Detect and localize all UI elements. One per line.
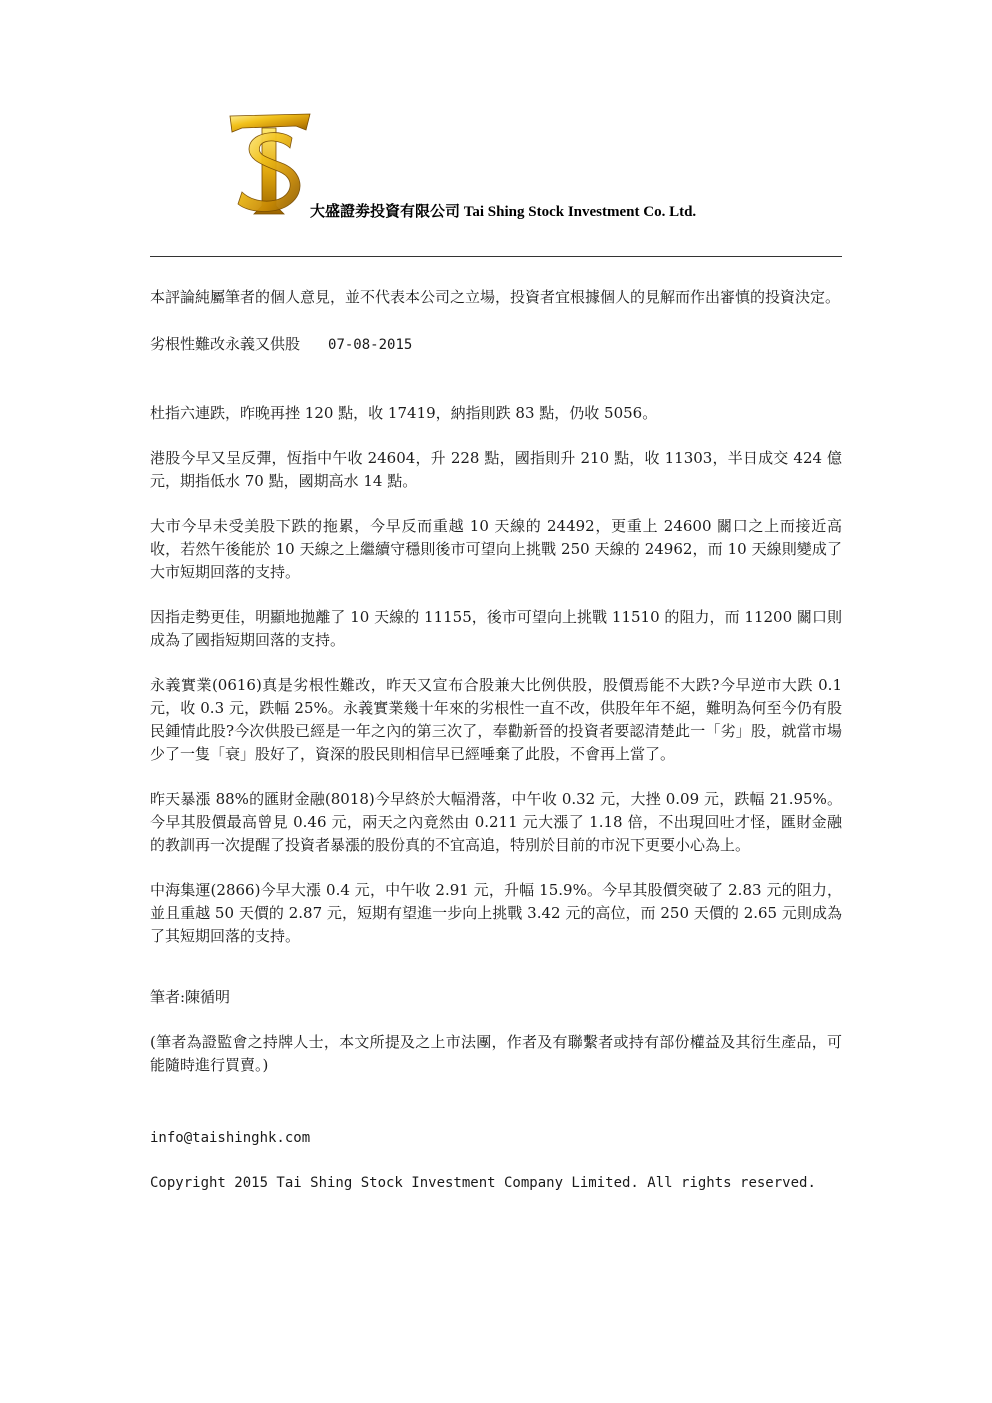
paragraph: 昨天暴漲 88%的匯財金融(8018)今早終於大幅滑落，中午收 0.32 元，大挫 0.09 元，跌幅 21.95%。今早其股價最高曾見 0.46 元，兩天之內竟然由 0.211 元大漲了 1.18 倍，不出現回吐才怪，匯財金融的教訓再一次提醒了投資者暴漲的股份真的不宜高追，特別於目前的市況下更要小心為上。 [150, 790, 842, 854]
paragraph: 中海集運(2866)今早大漲 0.4 元，中午收 2.91 元，升幅 15.9%。今早其股價突破了 2.83 元的阻力，並且重越 50 天價的 2.87 元，短期有望進一步向上挑戰 3.42 元的高位，而 250 天價的 2.65 元則成為了其短期回落的支持。 [150, 881, 842, 945]
company-name: 大盛證劵投資有限公司 Tai Shing Stock Investment Co. Ltd. [310, 204, 697, 220]
paragraph: 永義實業(0616)真是劣根性難改，昨天又宣布合股兼大比例供股，股價焉能不大跌?今早逆市大跌 0.1 元，收 0.3 元，跌幅 25%。永義實業幾十年來的劣根性一直不改，供股年年不絕，難明為何至今仍有股民鍾情此股?今次供股已經是一年之內的第三次了，奉勸新晉的投資者要認清楚此一「劣」股，就當市場少了一隻「衰」股好了，資深的股民則相信早已經唾棄了此股，不會再上當了。 [150, 676, 842, 763]
paragraph: 杜指六連跌，昨晚再挫 120 點，收 17419，納指則跌 83 點，仍收 5056。 [150, 404, 658, 422]
article-body [150, 284, 842, 1217]
paragraph: 大市今早未受美股下跌的拖累，今早反而重越 10 天線的 24492，更重上 24600 關口之上而接近高收，若然午後能於 10 天線之上繼續守穩則後市可望向上挑戰 250 天線的 24962，而 10 天線則變成了大市短期回落的支持。 [150, 517, 842, 581]
license-note: (筆者為證監會之持牌人士，本文所提及之上市法團，作者及有聯繫者或持有部份權益及其衍生產品，可能隨時進行買賣。) [150, 1033, 842, 1074]
article-heading [150, 333, 842, 357]
paragraph: 港股今早又呈反彈，恆指中午收 24604，升 228 點，國指則升 210 點，收 11303，半日成交 424 億元，期指低水 70 點，國期高水 14 點。 [150, 449, 842, 490]
disclaimer: 本評論純屬筆者的個人意見，並不代表本公司之立場，投資者宜根據個人的見解而作出審慎的投資決定。 [150, 288, 841, 306]
letterhead [226, 108, 826, 228]
article-title: 劣根性難改永義又供股 [150, 335, 301, 353]
article-date: 07-08-2015 [328, 337, 413, 353]
copyright-notice: Copyright 2015 Tai Shing Stock Investment Company Limited. All rights reserved. [150, 1175, 816, 1191]
ts-logo [226, 108, 312, 220]
header-divider [150, 256, 842, 257]
author-line: 筆者:陳循明 [150, 988, 231, 1006]
paragraph: 因指走勢更佳，明顯地拋離了 10 天線的 11155，後市可望向上挑戰 11510 的阻力，而 11200 關口則成為了國指短期回落的支持。 [150, 608, 842, 649]
contact-email[interactable]: info@taishinghk.com [150, 1130, 311, 1146]
